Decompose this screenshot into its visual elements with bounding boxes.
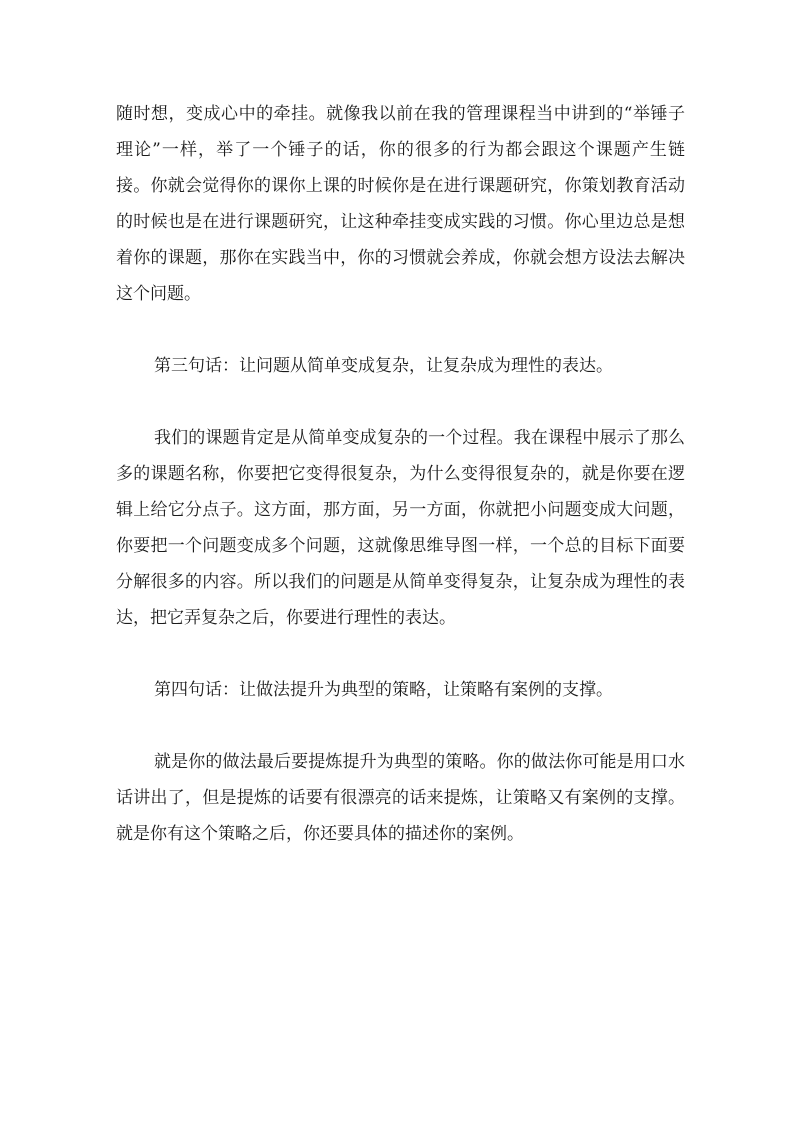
heading-third-sentence: 第三句话：让问题从简单变成复杂，让复杂成为理性的表达。 <box>154 356 613 376</box>
paragraph-complexity: 我们的课题肯定是从简单变成复杂的一个过程。我在课程中展示了那么多的课题名称，你要把它变得很复杂，为什么变得很复杂的，就是你要在逻辑上给它分点子。这方面，那方面，另一方面，你就把小问题变成大问题，你要把一个问题变成多个问题，这就像思维导图一样，一个总的目标下面要分解很多的内容。所以我们的问题是从简单变得复杂，让复杂成为理性的表达，把它弄复杂之后，你要进行理性的表达。 <box>116 428 685 628</box>
paragraph-spacer <box>116 312 685 348</box>
paragraph-spacer <box>116 636 685 672</box>
paragraph-strategy: 就是你的做法最后要提炼提升为典型的策略。你的做法你可能是用口水话讲出了，但是提炼的话要有很漂亮的话来提炼，让策略又有案例的支撑。就是你有这个策略之后，你还要具体的描述你的案例。 <box>116 752 685 844</box>
paragraph-continuation: 随时想，变成心中的牵挂。就像我以前在我的管理课程当中讲到的“举锤子理论”一样，举了一个锤子的话，你的很多的行为都会跟这个课题产生链接。你就会觉得你的课你上课的时候你是在进行课题研究，你策划教育活动的时候也是在进行课题研究，让这种牵挂变成实践的习惯。你心里边总是想着你的课题，那你在实践当中，你的习惯就会养成，你就会想方设法去解决这个问题。 <box>116 104 685 304</box>
paragraph-spacer <box>116 708 685 744</box>
heading-fourth-sentence: 第四句话：让做法提升为典型的策略，让策略有案例的支撑。 <box>154 680 613 700</box>
paragraph-spacer <box>116 384 685 420</box>
document-body <box>116 96 685 852</box>
